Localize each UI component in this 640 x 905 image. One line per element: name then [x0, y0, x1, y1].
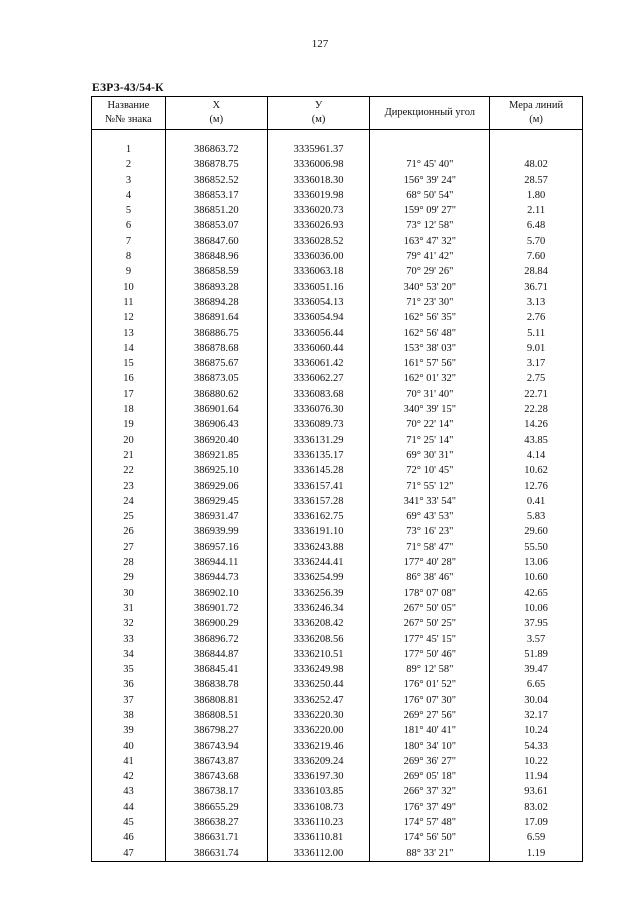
- point-number-cell: 24: [92, 494, 166, 509]
- line-length-cell: 83.02: [490, 800, 583, 815]
- x-coordinate-cell: 386858.59: [165, 264, 267, 279]
- y-coordinate-cell: 3336112.00: [267, 846, 370, 862]
- y-coordinate-cell: 3336157.41: [267, 479, 370, 494]
- y-coordinate-cell: 3336019.98: [267, 188, 370, 203]
- direction-angle-cell: 267° 50' 25": [370, 616, 490, 631]
- point-number-cell: 3: [92, 173, 166, 188]
- direction-angle-cell: 88° 33' 21": [370, 846, 490, 862]
- point-number-cell: 17: [92, 387, 166, 402]
- y-coordinate-cell: 3336252.47: [267, 693, 370, 708]
- table-header-row: [92, 97, 583, 130]
- x-coordinate-cell: 386631.74: [165, 846, 267, 862]
- line-length-cell: 28.57: [490, 173, 583, 188]
- line-length-cell: 29.60: [490, 524, 583, 539]
- line-length-cell: 22.28: [490, 402, 583, 417]
- x-coordinate-cell: 386929.45: [165, 494, 267, 509]
- line-length-cell: 0.41: [490, 494, 583, 509]
- line-length-cell: 32.17: [490, 708, 583, 723]
- direction-angle-cell: 159° 09' 27": [370, 203, 490, 218]
- x-coordinate-cell: 386878.75: [165, 157, 267, 172]
- direction-angle-cell: 162° 01' 32": [370, 371, 490, 386]
- x-coordinate-cell: 386957.16: [165, 540, 267, 555]
- x-coordinate-cell: 386944.11: [165, 555, 267, 570]
- line-length-cell: 55.50: [490, 540, 583, 555]
- header-direction-angle: Дирекционный угол: [370, 97, 490, 130]
- y-coordinate-cell: 3336131.29: [267, 433, 370, 448]
- line-length-cell: 12.76: [490, 479, 583, 494]
- line-length-cell: 17.09: [490, 815, 583, 830]
- direction-angle-cell: 174° 57' 48": [370, 815, 490, 830]
- point-number-cell: 31: [92, 601, 166, 616]
- point-number-cell: 1: [92, 142, 166, 157]
- y-coordinate-cell: 3336208.42: [267, 616, 370, 631]
- direction-angle-cell: 79° 41' 42": [370, 249, 490, 264]
- line-length-cell: 93.61: [490, 784, 583, 799]
- line-length-cell: 42.65: [490, 586, 583, 601]
- table-row: [92, 570, 583, 585]
- point-number-cell: 7: [92, 234, 166, 249]
- direction-angle-cell: 71° 25' 14": [370, 433, 490, 448]
- table-row: [92, 830, 583, 845]
- x-coordinate-cell: 386743.94: [165, 739, 267, 754]
- line-length-cell: 10.24: [490, 723, 583, 738]
- point-number-cell: 10: [92, 280, 166, 295]
- direction-angle-cell: 162° 56' 35": [370, 310, 490, 325]
- table-row: [92, 463, 583, 478]
- line-length-cell: 10.62: [490, 463, 583, 478]
- table-row: [92, 173, 583, 188]
- table-row: [92, 784, 583, 799]
- table-row: [92, 387, 583, 402]
- point-number-cell: 42: [92, 769, 166, 784]
- direction-angle-cell: 71° 45' 40": [370, 157, 490, 172]
- x-coordinate-cell: 386901.64: [165, 402, 267, 417]
- x-coordinate-cell: 386853.17: [165, 188, 267, 203]
- x-coordinate-cell: 386894.28: [165, 295, 267, 310]
- table-row: [92, 662, 583, 677]
- y-coordinate-cell: 3336108.73: [267, 800, 370, 815]
- spacer-row: [92, 130, 583, 143]
- direction-angle-cell: 70° 31' 40": [370, 387, 490, 402]
- table-row: [92, 632, 583, 647]
- line-length-cell: 2.75: [490, 371, 583, 386]
- line-length-cell: 5.70: [490, 234, 583, 249]
- x-coordinate-cell: 386880.62: [165, 387, 267, 402]
- direction-angle-cell: 89° 12' 58": [370, 662, 490, 677]
- x-coordinate-cell: 386944.73: [165, 570, 267, 585]
- table-row: [92, 371, 583, 386]
- x-coordinate-cell: 386878.68: [165, 341, 267, 356]
- point-number-cell: 30: [92, 586, 166, 601]
- y-coordinate-cell: 3336162.75: [267, 509, 370, 524]
- direction-angle-cell: 341° 33' 54": [370, 494, 490, 509]
- y-coordinate-cell: 3336076.30: [267, 402, 370, 417]
- point-number-cell: 23: [92, 479, 166, 494]
- header-line-length: Мера линий (м): [490, 97, 583, 130]
- x-coordinate-cell: 386847.60: [165, 234, 267, 249]
- line-length-cell: 1.80: [490, 188, 583, 203]
- y-coordinate-cell: 3336062.27: [267, 371, 370, 386]
- y-coordinate-cell: 3336110.23: [267, 815, 370, 830]
- direction-angle-cell: 69° 43' 53": [370, 509, 490, 524]
- y-coordinate-cell: 3336018.30: [267, 173, 370, 188]
- table-row: [92, 264, 583, 279]
- table-row: [92, 693, 583, 708]
- table-row: [92, 203, 583, 218]
- line-length-cell: 36.71: [490, 280, 583, 295]
- y-coordinate-cell: 3336243.88: [267, 540, 370, 555]
- line-length-cell: 37.95: [490, 616, 583, 631]
- table-row: [92, 509, 583, 524]
- direction-angle-cell: 266° 37' 32": [370, 784, 490, 799]
- y-coordinate-cell: 3336191.10: [267, 524, 370, 539]
- direction-angle-cell: 176° 07' 30": [370, 693, 490, 708]
- point-number-cell: 36: [92, 677, 166, 692]
- x-coordinate-cell: 386873.05: [165, 371, 267, 386]
- point-number-cell: 13: [92, 326, 166, 341]
- point-number-cell: 2: [92, 157, 166, 172]
- table-row: [92, 142, 583, 157]
- x-coordinate-cell: 386875.67: [165, 356, 267, 371]
- direction-angle-cell: 162° 56' 48": [370, 326, 490, 341]
- y-coordinate-cell: 3336036.00: [267, 249, 370, 264]
- direction-angle-cell: 71° 58' 47": [370, 540, 490, 555]
- x-coordinate-cell: 386900.29: [165, 616, 267, 631]
- line-length-cell: [490, 142, 583, 157]
- direction-angle-cell: [370, 142, 490, 157]
- point-number-cell: 28: [92, 555, 166, 570]
- y-coordinate-cell: 3336254.99: [267, 570, 370, 585]
- x-coordinate-cell: 386893.28: [165, 280, 267, 295]
- direction-angle-cell: 340° 53' 20": [370, 280, 490, 295]
- point-number-cell: 18: [92, 402, 166, 417]
- y-coordinate-cell: 3336054.13: [267, 295, 370, 310]
- point-number-cell: 20: [92, 433, 166, 448]
- table-row: [92, 846, 583, 862]
- x-coordinate-cell: 386838.78: [165, 677, 267, 692]
- line-length-cell: 3.13: [490, 295, 583, 310]
- y-coordinate-cell: 3336056.44: [267, 326, 370, 341]
- direction-angle-cell: 181° 40' 41": [370, 723, 490, 738]
- table-row: [92, 417, 583, 432]
- direction-angle-cell: 176° 01' 52": [370, 677, 490, 692]
- y-coordinate-cell: 3336006.98: [267, 157, 370, 172]
- point-number-cell: 43: [92, 784, 166, 799]
- point-number-cell: 22: [92, 463, 166, 478]
- line-length-cell: 13.06: [490, 555, 583, 570]
- table-row: [92, 157, 583, 172]
- y-coordinate-cell: 3336110.81: [267, 830, 370, 845]
- line-length-cell: 2.11: [490, 203, 583, 218]
- line-length-cell: 3.17: [490, 356, 583, 371]
- point-number-cell: 33: [92, 632, 166, 647]
- point-number-cell: 12: [92, 310, 166, 325]
- table-row: [92, 601, 583, 616]
- point-number-cell: 19: [92, 417, 166, 432]
- point-number-cell: 4: [92, 188, 166, 203]
- y-coordinate-cell: 3336103.85: [267, 784, 370, 799]
- point-number-cell: 9: [92, 264, 166, 279]
- line-length-cell: 10.06: [490, 601, 583, 616]
- table-row: [92, 723, 583, 738]
- line-length-cell: 30.04: [490, 693, 583, 708]
- y-coordinate-cell: 3336219.46: [267, 739, 370, 754]
- point-number-cell: 15: [92, 356, 166, 371]
- x-coordinate-cell: 386902.10: [165, 586, 267, 601]
- line-length-cell: 48.02: [490, 157, 583, 172]
- direction-angle-cell: 176° 37' 49": [370, 800, 490, 815]
- table-row: [92, 218, 583, 233]
- line-length-cell: 14.26: [490, 417, 583, 432]
- direction-angle-cell: 177° 40' 28": [370, 555, 490, 570]
- direction-angle-cell: 71° 23' 30": [370, 295, 490, 310]
- point-number-cell: 21: [92, 448, 166, 463]
- table-row: [92, 540, 583, 555]
- x-coordinate-cell: 386844.87: [165, 647, 267, 662]
- y-coordinate-cell: 3336244.41: [267, 555, 370, 570]
- direction-angle-cell: 153° 38' 03": [370, 341, 490, 356]
- table-row: [92, 647, 583, 662]
- table-row: [92, 815, 583, 830]
- x-coordinate-cell: 386845.41: [165, 662, 267, 677]
- x-coordinate-cell: 386638.27: [165, 815, 267, 830]
- y-coordinate-cell: 3336020.73: [267, 203, 370, 218]
- point-number-cell: 41: [92, 754, 166, 769]
- direction-angle-cell: 269° 27' 56": [370, 708, 490, 723]
- table-row: [92, 524, 583, 539]
- x-coordinate-cell: 386891.64: [165, 310, 267, 325]
- coordinates-table: [91, 96, 583, 862]
- y-coordinate-cell: 3336135.17: [267, 448, 370, 463]
- y-coordinate-cell: 3336051.16: [267, 280, 370, 295]
- point-number-cell: 32: [92, 616, 166, 631]
- y-coordinate-cell: 3336145.28: [267, 463, 370, 478]
- direction-angle-cell: 69° 30' 31": [370, 448, 490, 463]
- direction-angle-cell: 163° 47' 32": [370, 234, 490, 249]
- line-length-cell: 10.60: [490, 570, 583, 585]
- table-row: [92, 754, 583, 769]
- y-coordinate-cell: 3336061.42: [267, 356, 370, 371]
- y-coordinate-cell: 3336249.98: [267, 662, 370, 677]
- point-number-cell: 39: [92, 723, 166, 738]
- point-number-cell: 27: [92, 540, 166, 555]
- table-row: [92, 188, 583, 203]
- table-row: [92, 494, 583, 509]
- line-length-cell: 10.22: [490, 754, 583, 769]
- table-row: [92, 310, 583, 325]
- x-coordinate-cell: 386931.47: [165, 509, 267, 524]
- y-coordinate-cell: 3336210.51: [267, 647, 370, 662]
- page-number: 127: [311, 38, 329, 50]
- x-coordinate-cell: 386743.68: [165, 769, 267, 784]
- line-length-cell: 5.83: [490, 509, 583, 524]
- y-coordinate-cell: 3336028.52: [267, 234, 370, 249]
- table-row: [92, 739, 583, 754]
- line-length-cell: 51.89: [490, 647, 583, 662]
- table-row: [92, 800, 583, 815]
- x-coordinate-cell: 386901.72: [165, 601, 267, 616]
- y-coordinate-cell: 3336209.24: [267, 754, 370, 769]
- point-number-cell: 14: [92, 341, 166, 356]
- line-length-cell: 2.76: [490, 310, 583, 325]
- direction-angle-cell: 156° 39' 24": [370, 173, 490, 188]
- line-length-cell: 22.71: [490, 387, 583, 402]
- line-length-cell: 3.57: [490, 632, 583, 647]
- line-length-cell: 43.85: [490, 433, 583, 448]
- y-coordinate-cell: 3336026.93: [267, 218, 370, 233]
- y-coordinate-cell: 3336246.34: [267, 601, 370, 616]
- point-number-cell: 5: [92, 203, 166, 218]
- table-row: [92, 356, 583, 371]
- table-row: [92, 433, 583, 448]
- direction-angle-cell: 72° 10' 45": [370, 463, 490, 478]
- direction-angle-cell: 174° 56' 50": [370, 830, 490, 845]
- direction-angle-cell: 86° 38' 46": [370, 570, 490, 585]
- y-coordinate-cell: 3336083.68: [267, 387, 370, 402]
- direction-angle-cell: 73° 12' 58": [370, 218, 490, 233]
- point-number-cell: 45: [92, 815, 166, 830]
- y-coordinate-cell: 3336157.28: [267, 494, 370, 509]
- table-row: [92, 234, 583, 249]
- y-coordinate-cell: 3336256.39: [267, 586, 370, 601]
- table-row: [92, 448, 583, 463]
- direction-angle-cell: 177° 45' 15": [370, 632, 490, 647]
- x-coordinate-cell: 386920.40: [165, 433, 267, 448]
- x-coordinate-cell: 386921.85: [165, 448, 267, 463]
- y-coordinate-cell: 3336054.94: [267, 310, 370, 325]
- x-coordinate-cell: 386738.17: [165, 784, 267, 799]
- point-number-cell: 46: [92, 830, 166, 845]
- direction-angle-cell: 70° 29' 26": [370, 264, 490, 279]
- table-row: [92, 586, 583, 601]
- x-coordinate-cell: 386896.72: [165, 632, 267, 647]
- x-coordinate-cell: 386743.87: [165, 754, 267, 769]
- point-number-cell: 34: [92, 647, 166, 662]
- point-number-cell: 26: [92, 524, 166, 539]
- line-length-cell: 7.60: [490, 249, 583, 264]
- x-coordinate-cell: 386886.75: [165, 326, 267, 341]
- line-length-cell: 6.48: [490, 218, 583, 233]
- y-coordinate-cell: 3336220.30: [267, 708, 370, 723]
- direction-angle-cell: 180° 34' 10": [370, 739, 490, 754]
- direction-angle-cell: 161° 57' 56": [370, 356, 490, 371]
- header-y: У (м): [267, 97, 370, 130]
- x-coordinate-cell: 386851.20: [165, 203, 267, 218]
- x-coordinate-cell: 386863.72: [165, 142, 267, 157]
- x-coordinate-cell: 386798.27: [165, 723, 267, 738]
- table-row: [92, 341, 583, 356]
- table-row: [92, 280, 583, 295]
- point-number-cell: 11: [92, 295, 166, 310]
- y-coordinate-cell: 3336063.18: [267, 264, 370, 279]
- y-coordinate-cell: 3336208.56: [267, 632, 370, 647]
- line-length-cell: 9.01: [490, 341, 583, 356]
- line-length-cell: 6.65: [490, 677, 583, 692]
- x-coordinate-cell: 386631.71: [165, 830, 267, 845]
- x-coordinate-cell: 386848.96: [165, 249, 267, 264]
- x-coordinate-cell: 386929.06: [165, 479, 267, 494]
- direction-angle-cell: 269° 36' 27": [370, 754, 490, 769]
- table-row: [92, 555, 583, 570]
- point-number-cell: 25: [92, 509, 166, 524]
- line-length-cell: 54.33: [490, 739, 583, 754]
- header-x: X (м): [165, 97, 267, 130]
- y-coordinate-cell: 3336220.00: [267, 723, 370, 738]
- line-length-cell: 28.84: [490, 264, 583, 279]
- direction-angle-cell: 178° 07' 08": [370, 586, 490, 601]
- document-title: ЕЗРЗ-43/54-К: [92, 82, 164, 94]
- direction-angle-cell: 71° 55' 12": [370, 479, 490, 494]
- y-coordinate-cell: 3336250.44: [267, 677, 370, 692]
- table-row: [92, 479, 583, 494]
- point-number-cell: 47: [92, 846, 166, 862]
- line-length-cell: 4.14: [490, 448, 583, 463]
- point-number-cell: 16: [92, 371, 166, 386]
- line-length-cell: 39.47: [490, 662, 583, 677]
- line-length-cell: 5.11: [490, 326, 583, 341]
- y-coordinate-cell: 3336060.44: [267, 341, 370, 356]
- direction-angle-cell: 269° 05' 18": [370, 769, 490, 784]
- point-number-cell: 37: [92, 693, 166, 708]
- header-point-name: Название №№ знака: [92, 97, 166, 130]
- direction-angle-cell: 73° 16' 23": [370, 524, 490, 539]
- line-length-cell: 6.59: [490, 830, 583, 845]
- direction-angle-cell: 68° 50' 54": [370, 188, 490, 203]
- direction-angle-cell: 177° 50' 46": [370, 647, 490, 662]
- point-number-cell: 44: [92, 800, 166, 815]
- x-coordinate-cell: 386808.51: [165, 708, 267, 723]
- point-number-cell: 38: [92, 708, 166, 723]
- direction-angle-cell: 70° 22' 14": [370, 417, 490, 432]
- direction-angle-cell: 267° 50' 05": [370, 601, 490, 616]
- point-number-cell: 8: [92, 249, 166, 264]
- table-row: [92, 616, 583, 631]
- table-row: [92, 708, 583, 723]
- y-coordinate-cell: 3335961.37: [267, 142, 370, 157]
- table-row: [92, 249, 583, 264]
- x-coordinate-cell: 386852.52: [165, 173, 267, 188]
- line-length-cell: 11.94: [490, 769, 583, 784]
- y-coordinate-cell: 3336089.73: [267, 417, 370, 432]
- point-number-cell: 29: [92, 570, 166, 585]
- table-row: [92, 402, 583, 417]
- table-row: [92, 677, 583, 692]
- x-coordinate-cell: 386906.43: [165, 417, 267, 432]
- line-length-cell: 1.19: [490, 846, 583, 862]
- direction-angle-cell: 340° 39' 15": [370, 402, 490, 417]
- y-coordinate-cell: 3336197.30: [267, 769, 370, 784]
- point-number-cell: 6: [92, 218, 166, 233]
- table-row: [92, 326, 583, 341]
- table-row: [92, 295, 583, 310]
- point-number-cell: 35: [92, 662, 166, 677]
- x-coordinate-cell: 386853.07: [165, 218, 267, 233]
- x-coordinate-cell: 386939.99: [165, 524, 267, 539]
- x-coordinate-cell: 386925.10: [165, 463, 267, 478]
- table-row: [92, 769, 583, 784]
- point-number-cell: 40: [92, 739, 166, 754]
- x-coordinate-cell: 386808.81: [165, 693, 267, 708]
- x-coordinate-cell: 386655.29: [165, 800, 267, 815]
